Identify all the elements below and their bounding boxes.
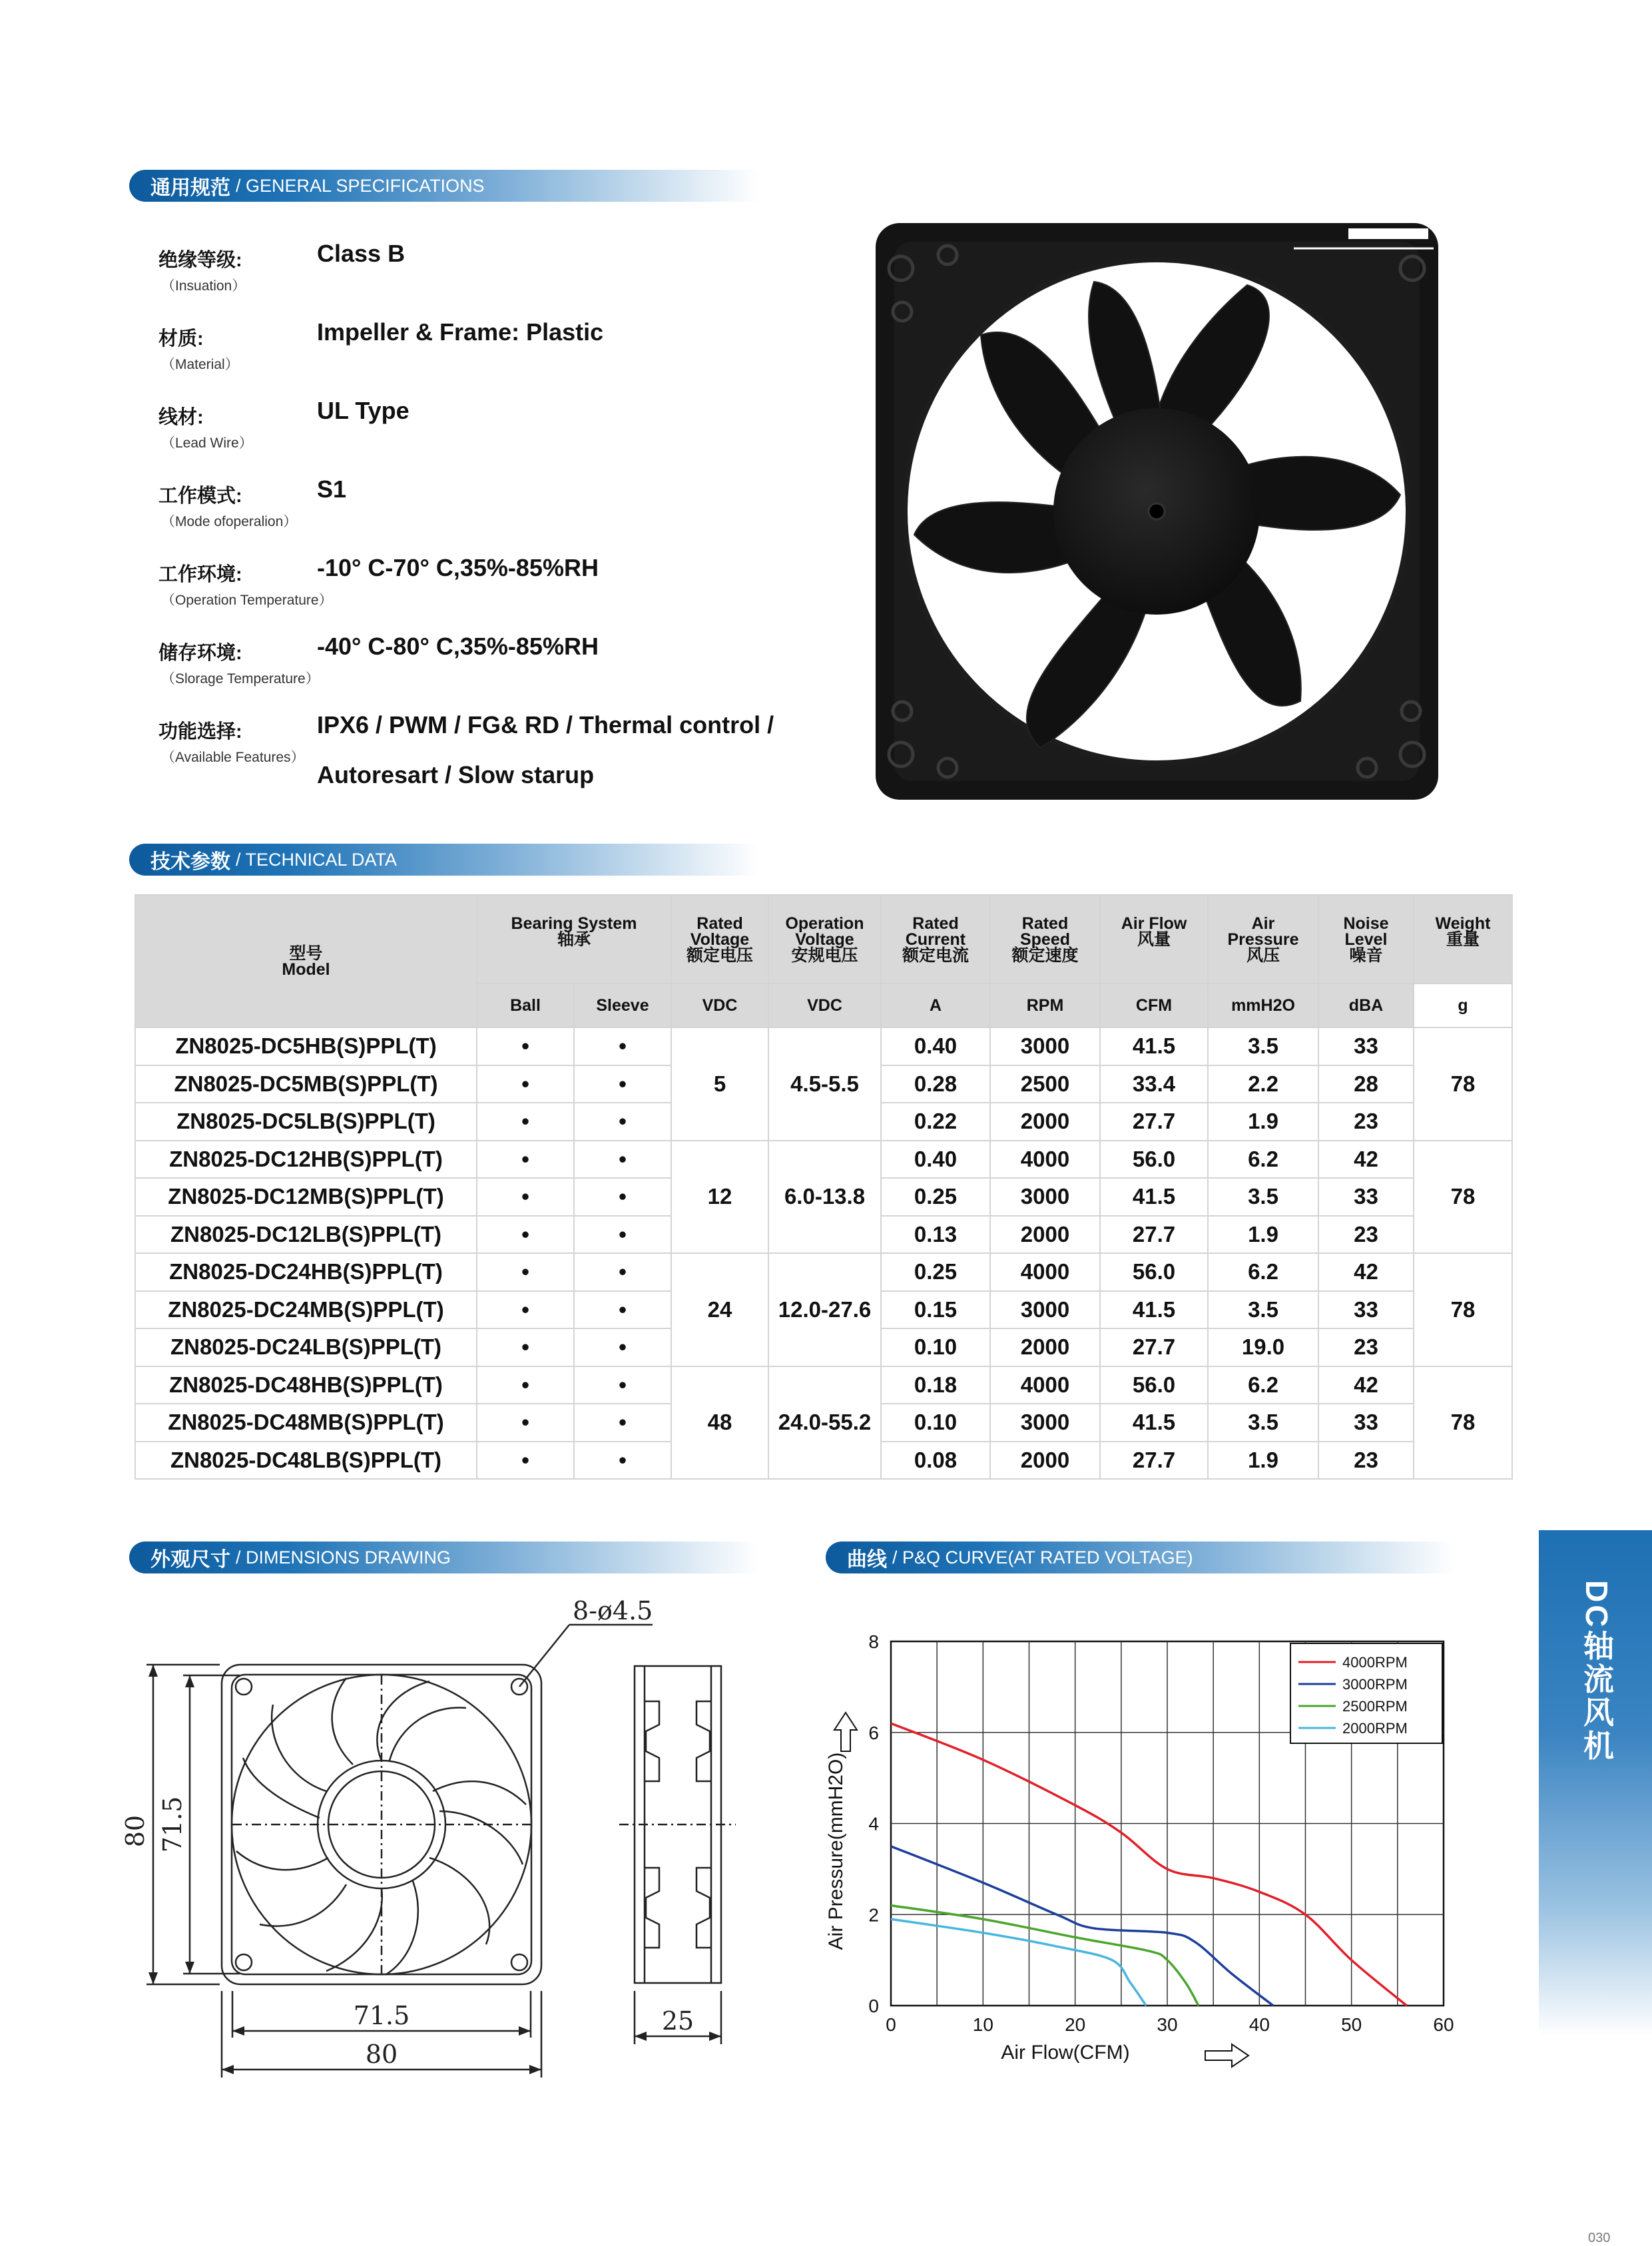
table-cell: 42 xyxy=(1318,1366,1414,1404)
dim-25-thickness: 25 xyxy=(661,2006,694,2036)
col-model: 型号 Model xyxy=(135,895,477,1027)
unit-cell: dBA xyxy=(1318,983,1414,1027)
spec-label-en: （Available Features） xyxy=(161,750,305,765)
section-title-cn: 技术参数 xyxy=(150,851,230,873)
unit-cell: VDC xyxy=(671,983,768,1027)
table-cell: 56.0 xyxy=(1100,1366,1208,1404)
table-cell: ZN8025-DC48HB(S)PPL(T) xyxy=(135,1366,477,1404)
table-row xyxy=(135,1027,1512,1065)
table-cell: 3.5 xyxy=(1208,1404,1318,1442)
col-bearing: Bearing System 轴承 xyxy=(477,895,671,983)
dimensions-drawing xyxy=(121,1591,752,2084)
spec-label xyxy=(158,402,253,452)
table-cell: 6.2 xyxy=(1208,1366,1318,1404)
table-cell: 19.0 xyxy=(1208,1328,1318,1366)
spec-label-cn: 线材: xyxy=(158,407,204,428)
table-cell: 0.13 xyxy=(881,1216,990,1254)
spec-label xyxy=(158,638,320,688)
col-pressure: Air Pressure 风压 xyxy=(1208,895,1318,983)
table-cell: • xyxy=(477,1027,574,1065)
table-cell: • xyxy=(477,1404,574,1442)
section-title-en: / TECHNICAL DATA xyxy=(236,849,398,870)
side-tab-label: DC轴流风机 xyxy=(1579,1580,1614,1763)
x-axis-label: Air Flow(CFM) xyxy=(1001,2042,1130,2064)
unit-cell: g xyxy=(1414,983,1512,1027)
table-cell: 0.10 xyxy=(881,1328,990,1366)
spec-label-en: （Insuation） xyxy=(161,278,246,294)
table-cell: ZN8025-DC24HB(S)PPL(T) xyxy=(135,1253,477,1291)
table-cell: 1.9 xyxy=(1208,1216,1318,1254)
spec-label-cn: 工作模式: xyxy=(158,485,242,507)
table-cell: 12.0-27.6 xyxy=(768,1253,881,1366)
table-cell: • xyxy=(477,1442,574,1480)
section-title-en: / DIMENSIONS DRAWING xyxy=(236,1547,451,1567)
spec-value: Impeller & Frame: Plastic xyxy=(317,318,604,346)
spec-label xyxy=(158,245,246,295)
table-cell: 42 xyxy=(1318,1141,1414,1179)
table-cell: • xyxy=(477,1291,574,1329)
table-cell: • xyxy=(574,1328,671,1366)
table-cell: 3.5 xyxy=(1208,1291,1318,1329)
legend-label: 3000RPM xyxy=(1342,1676,1408,1693)
spec-value: Class B xyxy=(317,240,406,267)
table-cell: 4.5-5.5 xyxy=(768,1027,881,1141)
spec-label-cn: 工作环境: xyxy=(158,564,242,585)
table-cell: 6.2 xyxy=(1208,1141,1318,1179)
table-cell: 27.7 xyxy=(1100,1216,1208,1254)
table-cell: 33 xyxy=(1318,1291,1414,1329)
table-cell: ZN8025-DC24MB(S)PPL(T) xyxy=(135,1291,477,1329)
table-cell: 78 xyxy=(1414,1253,1512,1366)
table-cell: 41.5 xyxy=(1100,1291,1208,1329)
col-current: Rated Current 额定电流 xyxy=(881,895,990,983)
table-cell: 0.25 xyxy=(881,1178,990,1216)
table-cell: 12 xyxy=(671,1141,768,1254)
table-cell: ZN8025-DC48LB(S)PPL(T) xyxy=(135,1442,477,1480)
table-cell: 56.0 xyxy=(1100,1141,1208,1179)
pq-curve-chart xyxy=(819,1611,1485,2078)
y-axis-label: Air Pressure(mmH2O) xyxy=(825,1752,847,1950)
unit-cell: CFM xyxy=(1100,983,1208,1027)
table-cell: 27.7 xyxy=(1100,1103,1208,1141)
table-row xyxy=(135,1253,1512,1291)
x-tick-label: 30 xyxy=(1157,2014,1178,2035)
spec-label xyxy=(158,716,305,766)
curve-3000RPM xyxy=(891,1846,1273,2006)
spec-value: IPX6 / PWM / FG& RD / Thermal control / xyxy=(317,711,774,738)
section-title-cn: 通用规范 xyxy=(150,177,230,199)
table-cell: 3000 xyxy=(990,1178,1100,1216)
fan-photo xyxy=(874,222,1440,801)
dim-71-5-horizontal: 71.5 xyxy=(353,2001,410,2030)
spec-value: -10° C-70° C,35%-85%RH xyxy=(317,554,599,581)
table-cell: • xyxy=(477,1253,574,1291)
table-cell: 0.15 xyxy=(881,1291,990,1329)
category-side-tab xyxy=(1539,1530,1652,2036)
table-cell: 23 xyxy=(1318,1442,1414,1480)
unit-cell: mmH2O xyxy=(1208,983,1318,1027)
table-cell: 23 xyxy=(1318,1103,1414,1141)
section-title-cn: 曲线 xyxy=(847,1549,887,1571)
y-tick-label: 0 xyxy=(868,1996,879,2016)
spec-label-en: （Operation Temperature） xyxy=(161,593,333,608)
table-cell: 2000 xyxy=(990,1442,1100,1480)
spec-value-continued: Autoresart / Slow starup xyxy=(317,761,595,788)
technical-data-banner xyxy=(129,844,758,876)
table-cell: • xyxy=(574,1253,671,1291)
table-cell: 3.5 xyxy=(1208,1027,1318,1065)
table-cell: 24.0-55.2 xyxy=(768,1366,881,1480)
table-cell: 56.0 xyxy=(1100,1253,1208,1291)
x-tick-label: 40 xyxy=(1248,2014,1270,2035)
table-cell: ZN8025-DC48MB(S)PPL(T) xyxy=(135,1404,477,1442)
table-cell: 42 xyxy=(1318,1253,1414,1291)
x-axis-arrow-icon xyxy=(1205,2044,1248,2067)
table-cell: 48 xyxy=(671,1366,768,1480)
pq-curve-banner xyxy=(826,1542,1455,1573)
table-cell: • xyxy=(574,1442,671,1480)
table-cell: 2000 xyxy=(990,1103,1100,1141)
table-cell: 27.7 xyxy=(1100,1442,1208,1480)
table-cell: 3000 xyxy=(990,1027,1100,1065)
table-cell: 33 xyxy=(1318,1404,1414,1442)
spec-label-cn: 绝缘等级: xyxy=(158,250,242,271)
general-specs-banner xyxy=(129,170,758,202)
table-cell: 3000 xyxy=(990,1291,1100,1329)
table-cell: • xyxy=(574,1366,671,1404)
col-speed: Rated Speed 额定速度 xyxy=(990,895,1100,983)
section-title-en: / P&Q CURVE(AT RATED VOLTAGE) xyxy=(892,1547,1193,1567)
table-cell: 2.2 xyxy=(1208,1065,1318,1103)
dim-80-horizontal: 80 xyxy=(365,2040,398,2069)
holes-dim-label: 8-ø4.5 xyxy=(573,1596,653,1625)
table-cell: • xyxy=(477,1141,574,1179)
table-cell: 1.9 xyxy=(1208,1442,1318,1480)
spec-label xyxy=(158,324,239,374)
unit-cell: Sleeve xyxy=(574,983,671,1027)
spec-label-en: （Mode ofoperalion） xyxy=(161,514,298,529)
x-tick-label: 20 xyxy=(1065,2014,1086,2035)
table-cell: 5 xyxy=(671,1027,768,1141)
table-cell: • xyxy=(477,1065,574,1103)
table-cell: 78 xyxy=(1414,1366,1512,1480)
table-cell: 0.40 xyxy=(881,1027,990,1065)
table-cell: 24 xyxy=(671,1253,768,1366)
table-cell: • xyxy=(574,1103,671,1141)
table-cell: 0.25 xyxy=(881,1253,990,1291)
y-tick-label: 8 xyxy=(868,1631,879,1652)
table-cell: 4000 xyxy=(990,1366,1100,1404)
table-cell: 23 xyxy=(1318,1328,1414,1366)
curve-4000RPM xyxy=(891,1723,1407,2006)
dimensions-banner xyxy=(129,1542,758,1573)
table-cell: 41.5 xyxy=(1100,1178,1208,1216)
table-cell: 0.40 xyxy=(881,1141,990,1179)
col-voltage: Rated Voltage 额定电压 xyxy=(671,895,768,983)
table-cell: 1.9 xyxy=(1208,1103,1318,1141)
col-operation: Operation Voltage 安规电压 xyxy=(768,895,881,983)
table-cell: ZN8025-DC12MB(S)PPL(T) xyxy=(135,1178,477,1216)
table-cell: 27.7 xyxy=(1100,1328,1208,1366)
x-tick-label: 10 xyxy=(972,2014,993,2035)
table-cell: 28 xyxy=(1318,1065,1414,1103)
spec-label-en: （Slorage Temperature） xyxy=(161,671,320,687)
dim-80-vertical: 80 xyxy=(121,1815,150,1848)
page-number: 030 xyxy=(1588,2231,1611,2245)
section-title-en: / GENERAL SPECIFICATIONS xyxy=(236,175,485,196)
table-cell: • xyxy=(477,1366,574,1404)
table-cell: 3.5 xyxy=(1208,1178,1318,1216)
col-weight: Weight 重量 xyxy=(1414,895,1512,983)
table-cell: ZN8025-DC5HB(S)PPL(T) xyxy=(135,1027,477,1065)
spec-value: S1 xyxy=(317,475,347,503)
table-cell: 33 xyxy=(1318,1027,1414,1065)
table-cell: 0.10 xyxy=(881,1404,990,1442)
dim-71-5-vertical: 71.5 xyxy=(158,1796,187,1853)
legend-label: 4000RPM xyxy=(1342,1654,1408,1671)
spec-label-cn: 储存环境: xyxy=(158,643,242,664)
table-cell: ZN8025-DC24LB(S)PPL(T) xyxy=(135,1328,477,1366)
table-cell: 4000 xyxy=(990,1141,1100,1179)
x-tick-label: 0 xyxy=(886,2014,896,2035)
section-title-cn: 外观尺寸 xyxy=(150,1549,230,1571)
table-cell: 33.4 xyxy=(1100,1065,1208,1103)
y-tick-label: 2 xyxy=(868,1904,879,1926)
table-cell: 2000 xyxy=(990,1328,1100,1366)
table-row xyxy=(135,1141,1512,1179)
table-cell: 6.0-13.8 xyxy=(768,1141,881,1254)
table-row xyxy=(135,1366,1512,1404)
table-cell: • xyxy=(477,1178,574,1216)
unit-cell: A xyxy=(881,983,990,1027)
spec-label xyxy=(158,559,333,609)
x-tick-label: 50 xyxy=(1341,2014,1362,2035)
table-cell: • xyxy=(574,1291,671,1329)
table-cell: • xyxy=(477,1103,574,1141)
table-cell: 3000 xyxy=(990,1404,1100,1442)
table-cell: • xyxy=(574,1216,671,1254)
table-cell: ZN8025-DC5MB(S)PPL(T) xyxy=(135,1065,477,1103)
table-cell: ZN8025-DC12LB(S)PPL(T) xyxy=(135,1216,477,1254)
curve-2000RPM xyxy=(891,1919,1146,2006)
table-cell: 33 xyxy=(1318,1178,1414,1216)
table-cell: 6.2 xyxy=(1208,1253,1318,1291)
table-cell: • xyxy=(574,1404,671,1442)
table-cell: 0.08 xyxy=(881,1442,990,1480)
spec-label-cn: 材质: xyxy=(158,328,204,350)
spec-label-en: （Material） xyxy=(161,357,239,372)
spec-label xyxy=(158,481,297,531)
table-cell: 23 xyxy=(1318,1216,1414,1254)
table-cell: 2000 xyxy=(990,1216,1100,1254)
table-cell: • xyxy=(574,1065,671,1103)
col-noise: Noise Level 噪音 xyxy=(1318,895,1414,983)
spec-value: UL Type xyxy=(317,397,410,424)
spec-label-cn: 功能选择: xyxy=(158,721,242,742)
y-tick-label: 6 xyxy=(868,1722,879,1743)
table-cell: 41.5 xyxy=(1100,1027,1208,1065)
x-tick-label: 60 xyxy=(1433,2014,1454,2035)
technical-data-table xyxy=(135,894,1513,1480)
table-cell: 2500 xyxy=(990,1065,1100,1103)
legend-label: 2000RPM xyxy=(1342,1720,1408,1737)
table-cell: ZN8025-DC12HB(S)PPL(T) xyxy=(135,1141,477,1179)
table-cell: 4000 xyxy=(990,1253,1100,1291)
y-axis-arrow-icon xyxy=(834,1713,857,1751)
y-tick-label: 4 xyxy=(868,1813,879,1834)
table-cell: ZN8025-DC5LB(S)PPL(T) xyxy=(135,1103,477,1141)
spec-label-en: （Lead Wire） xyxy=(161,435,253,451)
table-cell: 78 xyxy=(1414,1141,1512,1254)
unit-cell: RPM xyxy=(990,983,1100,1027)
table-body xyxy=(135,1027,1512,1479)
table-cell: 0.22 xyxy=(881,1103,990,1141)
col-airflow: Air Flow 风量 xyxy=(1100,895,1208,983)
legend-label: 2500RPM xyxy=(1342,1698,1408,1715)
table-cell: • xyxy=(574,1178,671,1216)
table-cell: • xyxy=(477,1216,574,1254)
table-cell: 0.28 xyxy=(881,1065,990,1103)
spec-value: -40° C-80° C,35%-85%RH xyxy=(317,633,599,660)
table-cell: • xyxy=(477,1328,574,1366)
table-cell: • xyxy=(574,1027,671,1065)
table-cell: 41.5 xyxy=(1100,1404,1208,1442)
table-cell: 0.18 xyxy=(881,1366,990,1404)
table-cell: • xyxy=(574,1141,671,1179)
unit-cell: Ball xyxy=(477,983,574,1027)
table-cell: 78 xyxy=(1414,1027,1512,1141)
unit-cell: VDC xyxy=(768,983,881,1027)
